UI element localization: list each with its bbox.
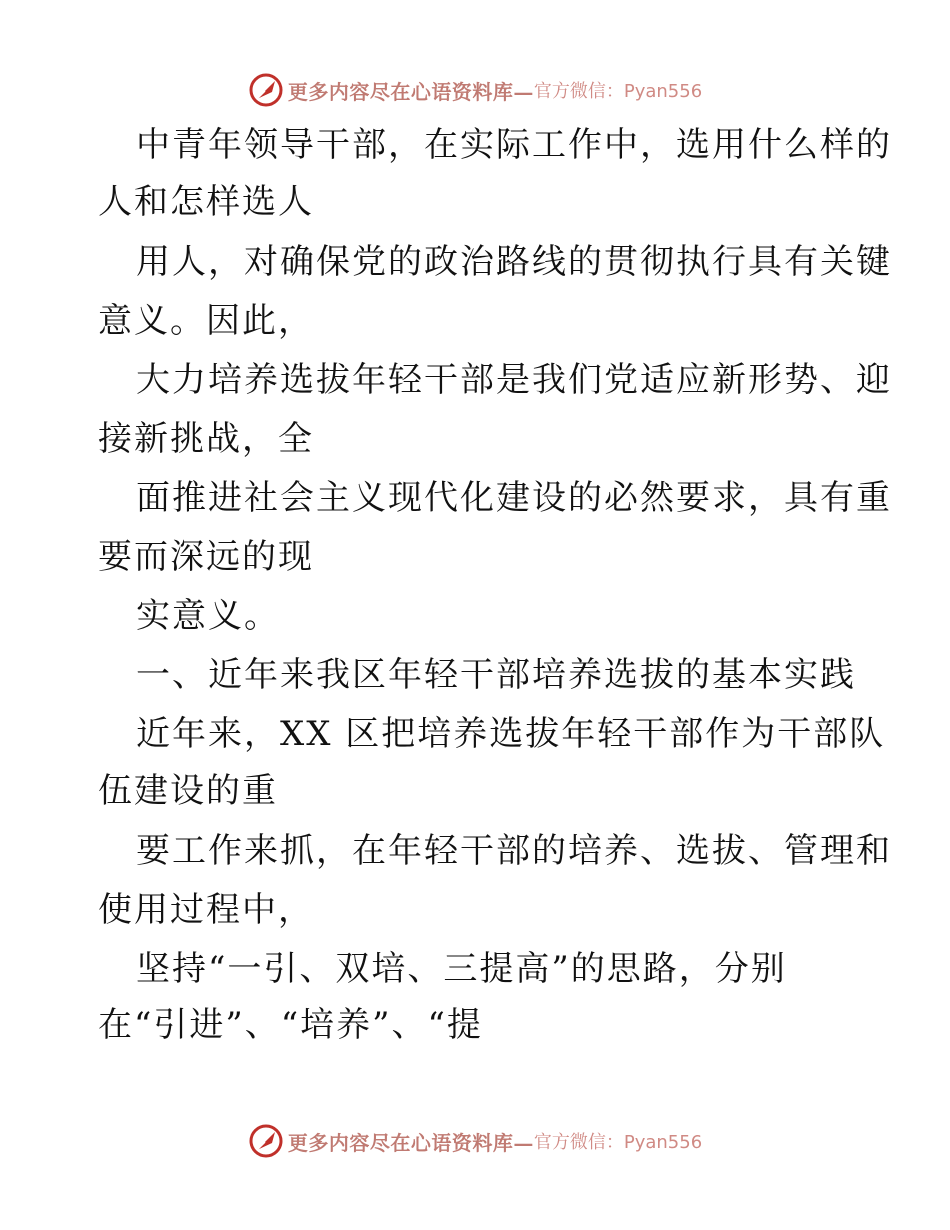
text-line: 在“引进”、“培养”、“提 bbox=[98, 1005, 483, 1045]
text-line: 实意义。 bbox=[136, 596, 280, 636]
text-line: 接新挑战，全 bbox=[98, 419, 314, 459]
text-line: 人和怎样选人 bbox=[98, 182, 314, 222]
text-line: 中青年领导干部，在实际工作中，选用什么样的 bbox=[136, 125, 892, 165]
banner-text: 更多内容尽在心语资料库— bbox=[287, 79, 534, 104]
text-line: 坚持“一引、双培、三提高”的思路，分别 bbox=[136, 949, 787, 989]
header-banner bbox=[0, 70, 950, 110]
text-line: 用人，对确保党的政治路线的贯彻执行具有关键 bbox=[136, 242, 892, 282]
banner-wechat: 官方微信：Pyan556 bbox=[533, 1132, 703, 1153]
text-line: 近年来，XX 区把培养选拔年轻干部作为干部队 bbox=[136, 714, 886, 754]
text-line: 伍建设的重 bbox=[98, 771, 278, 811]
quill-logo-icon bbox=[248, 1123, 284, 1159]
banner-text: 更多内容尽在心语资料库— bbox=[287, 1130, 534, 1155]
text-line: 大力培养选拔年轻干部是我们党适应新形势、迎 bbox=[136, 360, 892, 400]
text-line: 意义。因此， bbox=[98, 301, 314, 341]
text-line: 面推进社会主义现代化建设的必然要求，具有重 bbox=[136, 478, 892, 518]
text-line: 要工作来抓，在年轻干部的培养、选拔、管理和 bbox=[136, 831, 892, 871]
section-heading: 一、近年来我区年轻干部培养选拔的基本实践 bbox=[136, 655, 856, 695]
text-line: 要而深远的现 bbox=[98, 537, 314, 577]
quill-logo-icon bbox=[248, 72, 284, 108]
text-line: 使用过程中， bbox=[98, 890, 314, 930]
banner-wechat: 官方微信：Pyan556 bbox=[533, 81, 703, 102]
footer-banner bbox=[0, 1121, 950, 1161]
